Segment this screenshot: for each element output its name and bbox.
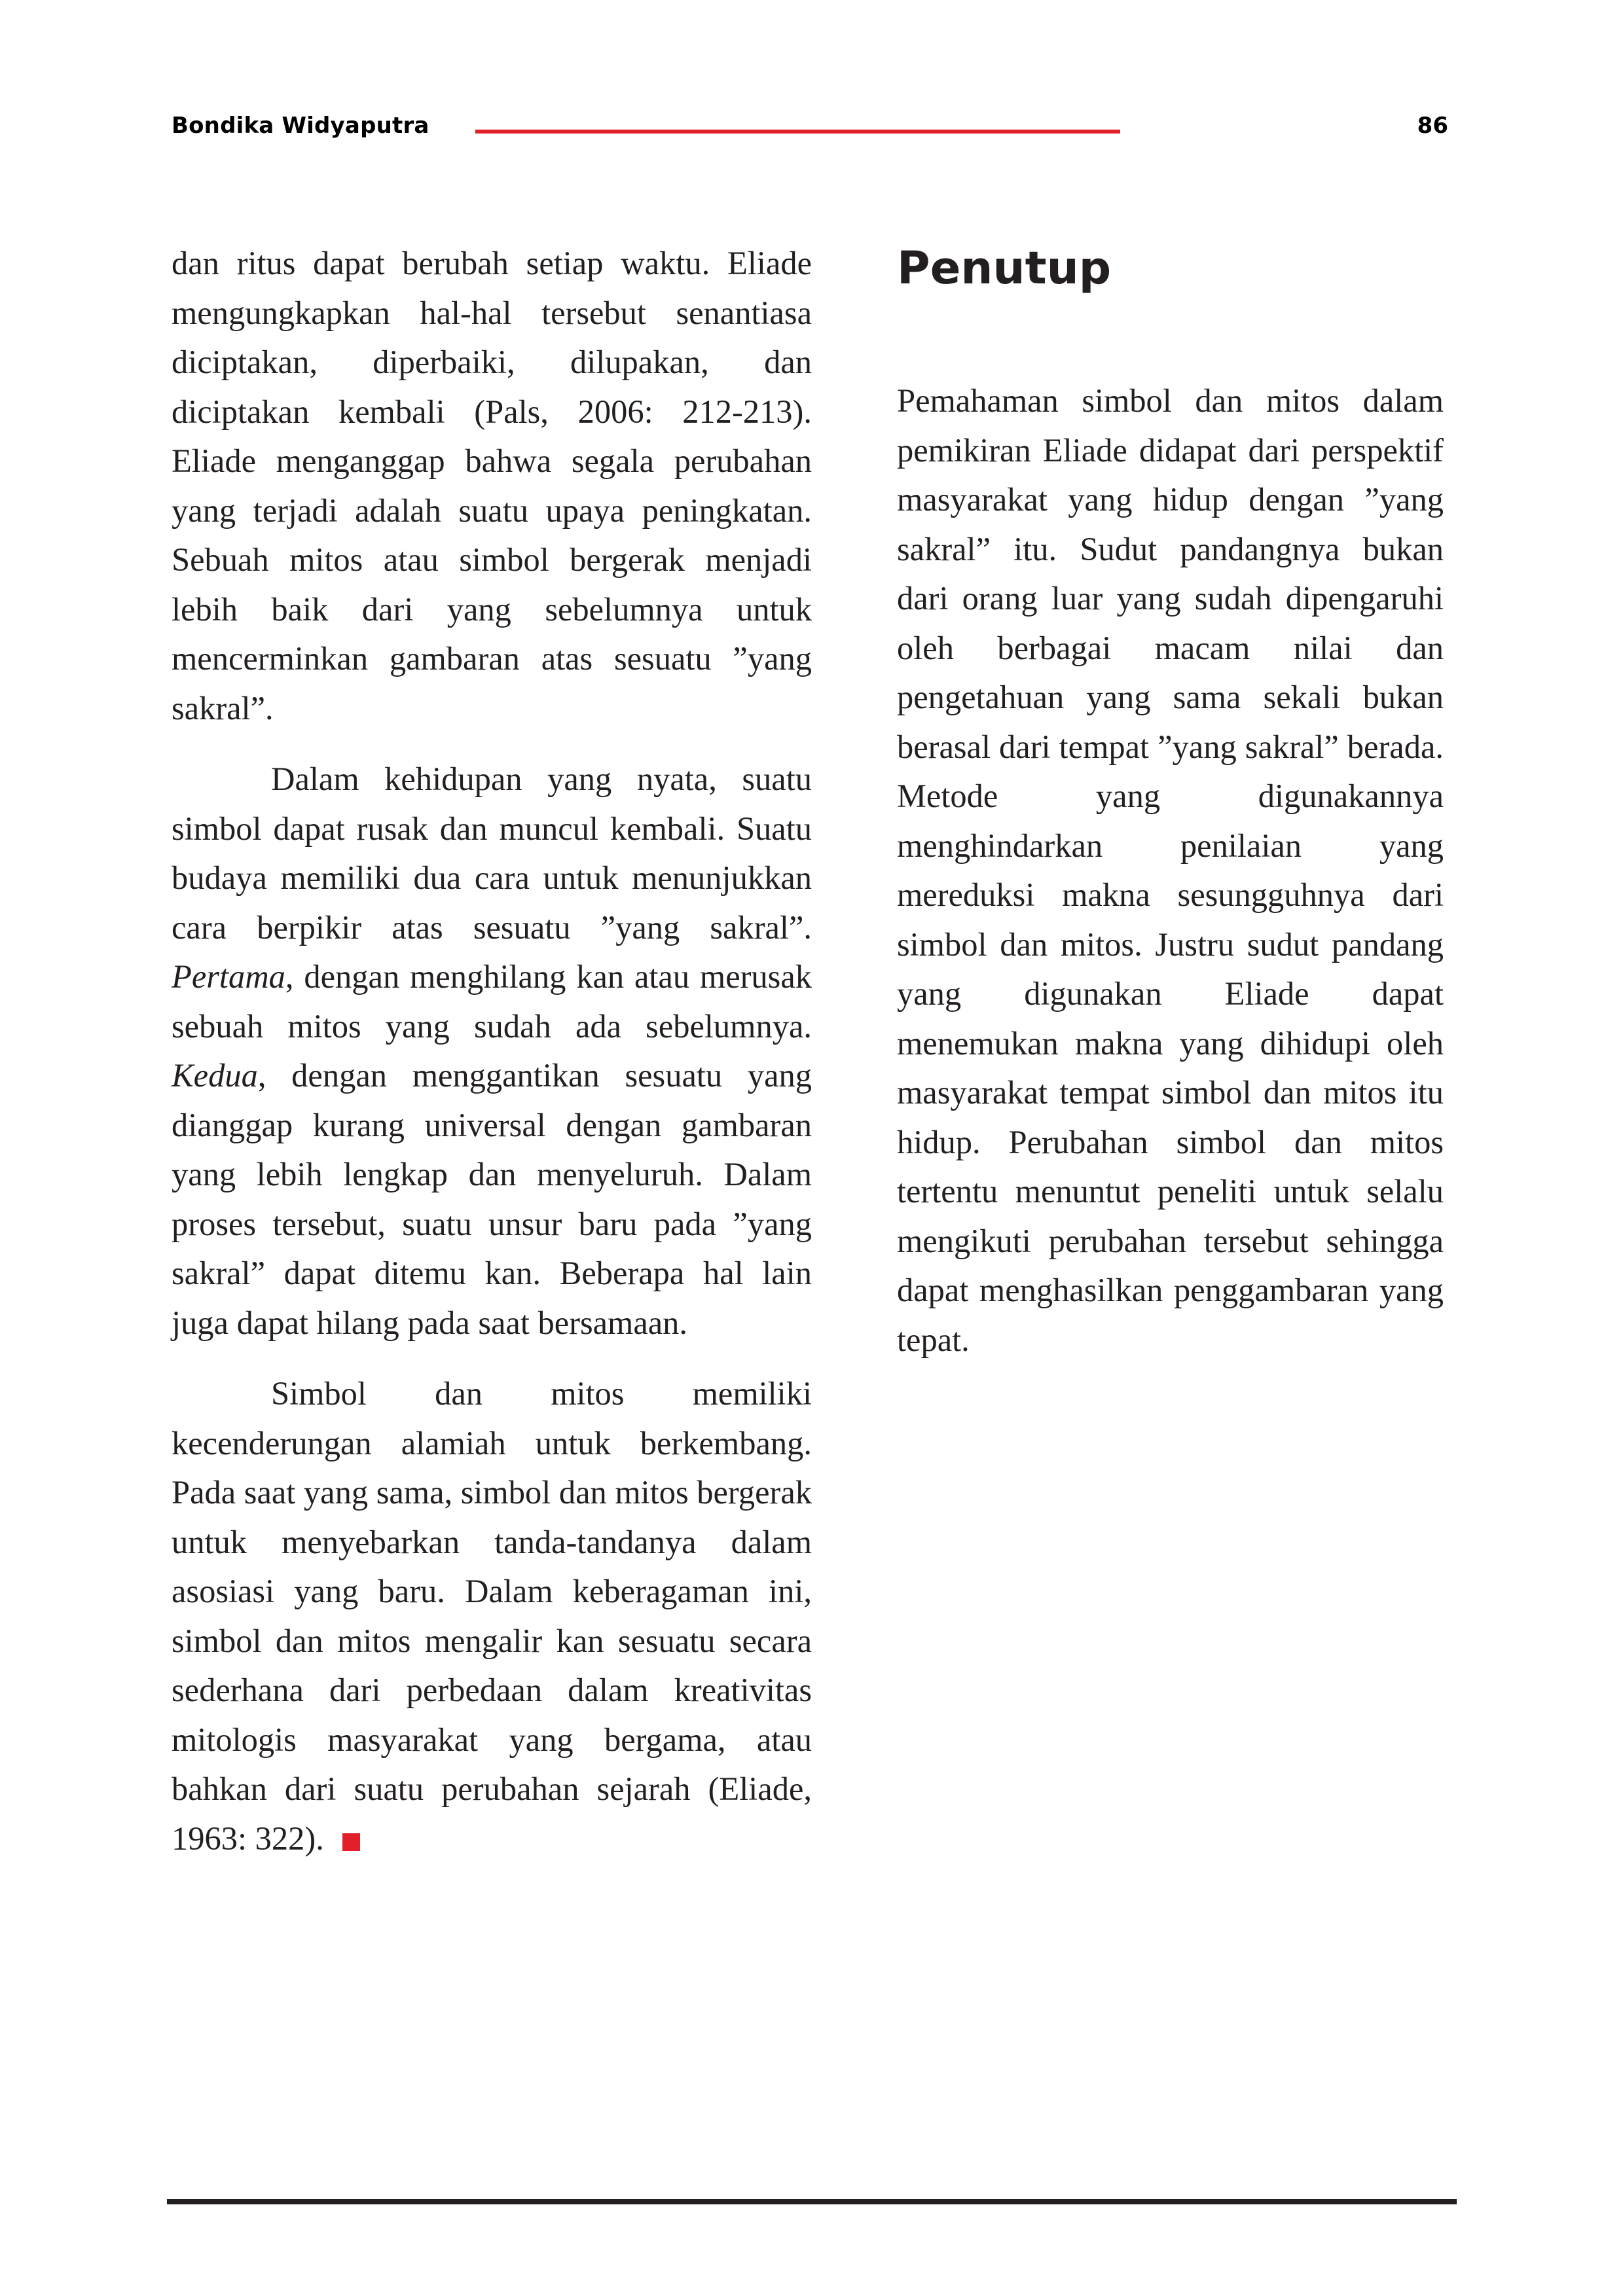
paragraph-text: Simbol dan mitos memiliki kecenderungan alamiah untuk berkembang. Pada saat yang sama, simbol dan mitos bergerak untuk menyebarkan tanda-tandanya dalam asosiasi yang baru. Dalam keberagaman ini, simbol dan mitos mengalir kan sesuatu secara sederhana dari perbedaan dalam kreativitas mitologis masyarakat yang bergama, atau bahkan dari suatu perubahan sejarah (Eliade, 1963: 322). bbox=[172, 1375, 812, 1857]
footer-rule bbox=[167, 2199, 1457, 2204]
paragraph-kehidupan bbox=[172, 755, 812, 1348]
right-column bbox=[897, 239, 1444, 1365]
header-red-rule bbox=[475, 130, 1120, 134]
left-column bbox=[172, 239, 812, 1863]
page-header bbox=[172, 111, 1448, 144]
paragraph-text: , dengan menggantikan sesuatu yang dianggap kurang universal dengan gambaran yang lebih lengkap dan menyeluruh. Dalam proses tersebut, suatu unsur baru pada ”yang sakral” dapat ditemu kan. Beberapa hal lain juga dapat hilang pada saat bersamaan. bbox=[172, 1057, 812, 1341]
emphasis-pertama: Pertama bbox=[172, 958, 285, 995]
section-title: Penutup bbox=[897, 242, 1112, 295]
paragraph-penutup: Pemahaman simbol dan mitos dalam pemikiran Eliade didapat dari perspektif masyarakat yang hidup dengan ”yang sakral” itu. Sudut pandangnya bukan dari orang luar yang sudah dipengaruhi oleh berbagai macam nilai dan pengetahuan yang sama sekali bukan berasal dari tempat ”yang sakral” berada. Metode yang digunakannya menghindarkan penilaian yang mereduksi makna sesungguhnya dari simbol dan mitos. Justru sudut pandang yang digunakan Eliade dapat menemukan makna yang dihidupi oleh masyarakat tempat simbol dan mitos itu hidup. Perubahan simbol dan mitos tertentu menuntut peneliti untuk selalu mengikuti perubahan tersebut sehingga dapat menghasilkan penggambaran yang tepat. bbox=[897, 382, 1444, 1358]
author-name: Bondika Widyaputra bbox=[172, 113, 429, 139]
page-number: 86 bbox=[1417, 113, 1448, 139]
paragraph-simbol-mitos bbox=[172, 1369, 812, 1863]
paragraph-text: , dengan menghilang kan atau merusak sebuah mitos yang sudah ada sebelumnya. bbox=[172, 958, 812, 1045]
paragraph-ritus: dan ritus dapat berubah setiap waktu. Eliade mengungkapkan hal-hal tersebut senantiasa diciptakan, diperbaiki, dilupakan, dan diciptakan kembali (Pals, 2006: 212-213). Eliade menganggap bahwa segala perubahan yang terjadi adalah suatu upaya peningkatan. Sebuah mitos atau simbol bergerak menjadi lebih baik dari yang sebelumnya untuk mencerminkan gambaran atas sesuatu ”yang sakral”. bbox=[172, 245, 812, 726]
emphasis-kedua: Kedua bbox=[172, 1057, 258, 1094]
end-of-article-square-icon bbox=[342, 1833, 360, 1851]
paragraph-text: Dalam kehidupan yang nyata, suatu simbol dapat rusak dan muncul kembali. Suatu budaya memiliki dua cara untuk menunjukkan cara berpikir atas sesuatu ”yang sakral”. bbox=[172, 761, 812, 946]
